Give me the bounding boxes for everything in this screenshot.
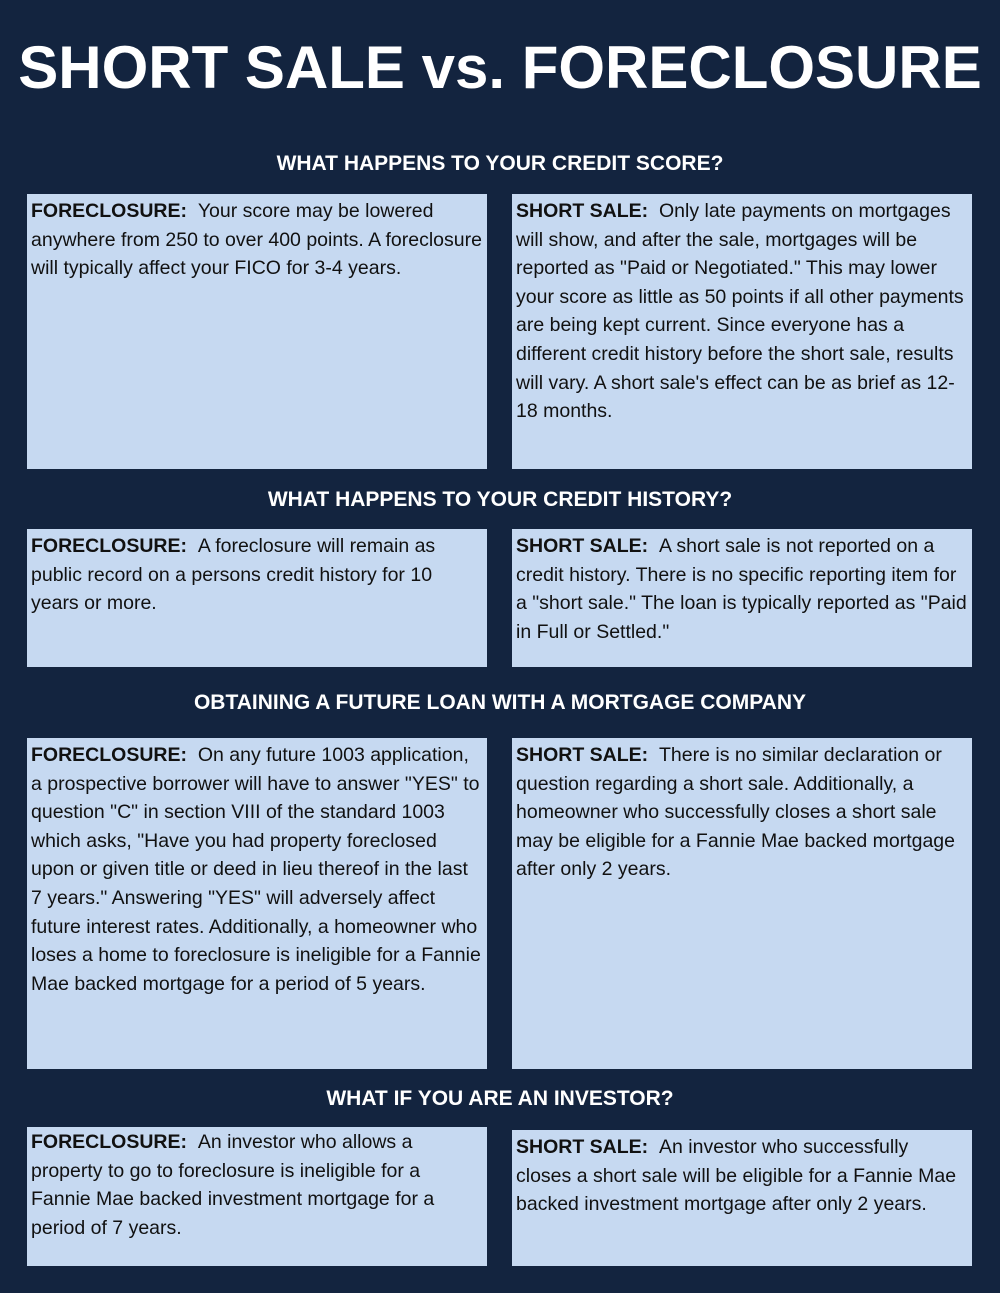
section-heading-investor: WHAT IF YOU ARE AN INVESTOR? xyxy=(326,1087,674,1110)
foreclosure-future-loan-text: On any future 1003 application, a prospective borrower will have to answer "YES" to question "C" in section VIII of the standard 1003 which asks, "Have you had property foreclosed upon or given title or deed in lieu thereof in the last 7 years." Answering "YES" will adversely affect future interest rates. Additionally, a homeowner who loses a home to foreclosure is ineligible for a Fannie Mae backed mortgage for a period of 5 years. xyxy=(31,744,481,995)
foreclosure-credit-score-text: Your score may be lowered anywhere from 250 to over 400 points. A foreclosure will typically affect your FICO for 3-4 years. xyxy=(31,200,482,280)
foreclosure-label: FORECLOSURE: xyxy=(31,535,187,557)
foreclosure-credit-score-box xyxy=(27,194,487,469)
section-heading-future-loan: OBTAINING A FUTURE LOAN WITH A MORTGAGE COMPANY xyxy=(193,691,807,714)
foreclosure-future-loan-box xyxy=(27,738,487,1069)
short-sale-investor-text: An investor who successfully closes a short sale will be eligible for a Fannie Mae backed investment mortgage after only 2 years. xyxy=(516,1136,957,1216)
foreclosure-credit-history-text: A foreclosure will remain as public record on a persons credit history for 10 years or more. xyxy=(31,535,436,615)
foreclosure-label: FORECLOSURE: xyxy=(31,744,187,766)
foreclosure-label: FORECLOSURE: xyxy=(31,200,187,222)
foreclosure-credit-history-box xyxy=(27,529,487,667)
short-sale-label: SHORT SALE: xyxy=(516,535,649,557)
section-heading-credit-history: WHAT HAPPENS TO YOUR CREDIT HISTORY? xyxy=(267,488,733,511)
short-sale-credit-score-text: Only late payments on mortgages will show, and after the sale, mortgages will be reported as "Paid or Negotiated." This may lower your score as little as 50 points if all other payments are being kept current. Since everyone has a different credit history before the short sale, results will vary. A short sale's effect can be as brief as 12-18 months. xyxy=(516,200,964,423)
short-sale-label: SHORT SALE: xyxy=(516,1136,649,1158)
section-heading-credit-score: WHAT HAPPENS TO YOUR CREDIT SCORE? xyxy=(276,152,724,175)
short-sale-credit-history-box xyxy=(512,529,972,667)
short-sale-label: SHORT SALE: xyxy=(516,744,649,766)
page-title: SHORT SALE vs. FORECLOSURE xyxy=(18,34,982,101)
foreclosure-label: FORECLOSURE: xyxy=(31,1131,187,1153)
short-sale-investor-box xyxy=(512,1130,972,1266)
short-sale-credit-score-box xyxy=(512,194,972,469)
foreclosure-investor-box xyxy=(27,1127,487,1266)
short-sale-future-loan-text: There is no similar declaration or question regarding a short sale. Additionally, a homeowner who successfully closes a short sale may be eligible for a Fannie Mae backed mortgage after only 2 years. xyxy=(516,744,955,881)
short-sale-future-loan-box xyxy=(512,738,972,1069)
foreclosure-investor-text: An investor who allows a property to go to foreclosure is ineligible for a Fannie Mae backed investment mortgage for a period of 7 years. xyxy=(31,1131,435,1239)
short-sale-credit-history-text: A short sale is not reported on a credit history. There is no specific reporting item for a "short sale." The loan is typically reported as "Paid in Full or Settled." xyxy=(516,535,967,643)
short-sale-label: SHORT SALE: xyxy=(516,200,649,222)
